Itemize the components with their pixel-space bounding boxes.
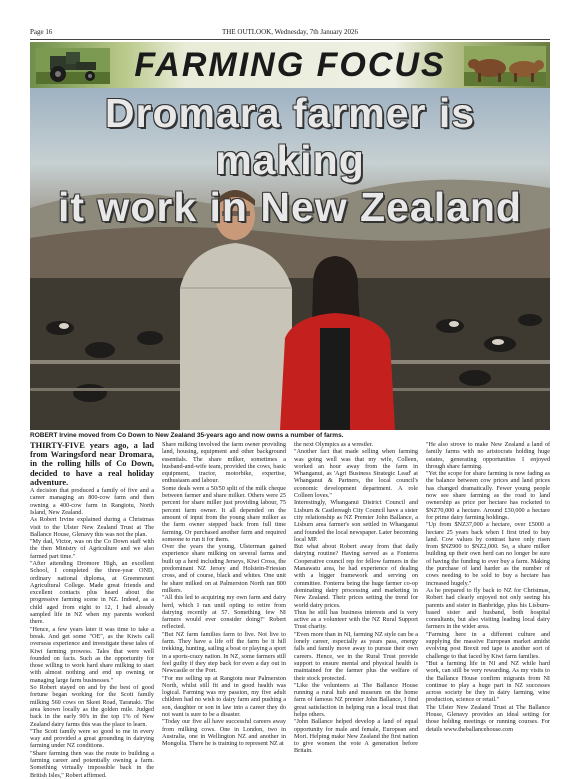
article-paragraph: "The Scott family were so good to me in every way and provided a great grounding in dairying farming under NZ conditions. xyxy=(30,727,154,750)
article-paragraph: Thus he still has business interests and is very active as a volunteer with the NZ Rural Support Trust charity. xyxy=(294,608,418,631)
article-paragraph: But what about Robert away from that daily dairying routine? Having served as a Fonterra Cooperative council rep for fellow farmers in the Manawatu area, he had experience of dealing with a bigger framework and serving on committee. Fonterra being the huge farmer co-op dominating dairy processing and marketing in New Zealand. Their prices setting the trend for world dairy prices. xyxy=(294,543,418,609)
article-paragraph: Over the years the young, Ulsterman gained experience share milking on several farms and built up a herd including Jerseys, Kiwi Cross, the predominant NZ Jersey and Holstein-Friesian cross, and of course, black and whites. One unit he share milked on at Palmerston North ran 800 milkers. xyxy=(162,543,286,594)
article-column-2 xyxy=(162,441,286,748)
article-column-4 xyxy=(426,441,550,731)
banner-title xyxy=(130,47,450,83)
photo-caption: ROBERT Irvine moved from Co Down to New Zealand 35-years ago and now owns a number of farms. xyxy=(30,432,344,439)
article-paragraph: "But NZ farm families farm to live. Not live to farm. They have a life off the farm be it hill trekking, hunting, sailing a boat or playing a sport in a sports-crazy nation. In NZ, some farmers still feel guilty if they step back for even a day out in Newcastle or the Port. xyxy=(162,630,286,675)
article-column-3 xyxy=(294,441,418,755)
article-paragraph: So Robert stayed on and by the best of good fortune began working for the Scott family milking 560 cows on Skeet Road, Taranaki. The area known locally as the golden mile. Judged back in the early 90's in the top 1% of New Zealand dairy farms this was the place to learn. xyxy=(30,684,154,728)
article-paragraph: "After attending Dromore High, an excellent School, I completed the three-year OND, ordinary national diploma, at Greenmount Agricultural College. Made great friends and excellent contacts plus heard about the progressive farming scene in NZ. Indeed, as a child aged from eight to 12, I had already sampled life in NZ when my parents worked there. xyxy=(30,559,154,626)
header-rule xyxy=(30,39,550,40)
banner-word-farming: FARMING xyxy=(134,46,306,84)
page-number: Page 16 xyxy=(30,28,53,36)
page-header xyxy=(30,26,550,38)
article-paragraph: "My dad, Victor, was on the Co Down staff with the then Ministry of Agriculture and we also farmed part time." xyxy=(30,538,154,560)
article-paragraph: "But a farming life in NI and NZ while hard work, can still be very rewarding. As my visits to the Ballance House confirm migrants from NI continue to play a huge part in NZ successes across society be they in dairy farming, wine production, science or retail." xyxy=(426,659,550,704)
article-paragraph: "Like the volunteers at The Ballance House running a rural hub and museum on the home farm of famous NZ premier John Ballance, I find great satisfaction in helping run a local trust that helps others. xyxy=(294,681,418,718)
article-paragraph: As he prepared to fly back to NZ for Christmas, Robert had clearly enjoyed not only seeing his parents and sister in Banbridge, plus his Lisburn-based sister and husband, both hospital consultants, but also visiting leading local dairy farmers in the wider area. xyxy=(426,586,550,631)
banner-word-focus: FOCUS xyxy=(316,46,446,84)
article-paragraph: "Today our five all have successful careers away from milking cows. One in London, two in Australia, one in Wellington NZ and another in Mongolia. There he is training to represent NZ at xyxy=(162,718,286,748)
article-paragraph: "Another fact that made selling when farming was going well was that my wife, Colleen, worked an hour away from the farm in Whanganui, as 'Agri Business Strategic Lead' at Whanganui & Partners, the local council's economic development department. A role Colleen loves." xyxy=(294,448,418,500)
article-paragraph: the next Olympics as a wrestler. xyxy=(294,441,374,448)
headline-line-2: it work in New Zealand xyxy=(58,184,522,230)
article-paragraph: THIRTY-FIVE years ago, a lad from Waringsford near Dromara, in the rolling hills of Co Down, decided to have a real holiday adventure. xyxy=(30,441,154,487)
article-paragraph: "John Ballance helped develop a land of equal opportunity for male and female, European and Mori. Helping make New Zealand the first nation to give women the vote A generation before Britain. xyxy=(294,718,418,755)
article-paragraph: "All this led to acquiring my own farm and dairy herd, which I ran until opting to retire from dairying recently at 57. Something few NI farmers would ever consider doing!" Robert reflected. xyxy=(162,594,286,631)
article-paragraph: "Farming here in a different culture and supplying the massive European market amidst evolving post Brexit red tape is another sort of challenge to that faced by Kiwi farm families. xyxy=(426,630,550,660)
article-paragraph: "He also strove to make New Zealand a land of family farms with no aristocrats holding huge estates, generating opportunities I enjoyed through share farming. xyxy=(426,441,550,470)
feature-photo xyxy=(30,88,550,430)
article-paragraph: Some deals were a 50/50 split of the milk cheque between farmer and share milker. Others were 25 percent for share miller just providing labour, 75 percent farm owner. It all depended on the amount of input from the young share milker as the farm owner stepped back from full time farming. Or purchased another farm and required someone to run it for them. xyxy=(162,484,286,543)
article-paragraph: "Hence, a few years later it was time to take a break. And get some "OE", as the Kiwis call overseas experience and investigate these tales of Kiwi farming prowess. Tales that were well founded on facts. Such as the opportunity for those willing to work hard share milking to start with almost nothing and end up owning or managing large farm businesses." xyxy=(30,625,154,684)
farming-focus-banner xyxy=(30,42,550,88)
article-headline xyxy=(40,90,540,231)
article-paragraph: "Even more than in NI, farming NZ style can be a lonely career, especially as years pass, energy falls and family move away to pursue their own careers. Hence, we in the Rural Trust provide support to ensure mental and physical health is maintained for the farmer plus the welfare of their stock protected. xyxy=(294,630,418,682)
article-paragraph: "Yet the scope for share farming is now fading as the balance between cow prices and land prices has changed dramatically. Fewer young people now see share farming as the road to land ownership as price per hectare has rocketed to $NZ70,000 a hectare. Around £30,000 a hectare for prime dairy farming holdings. xyxy=(426,470,550,521)
article-paragraph: "Share farming then was the route to building a farming career and potentially owning a farm. Something virtually impossible back in the British Isles," Robert affirmed. xyxy=(30,749,154,779)
headline-line-1: Dromara farmer is making xyxy=(104,90,476,183)
article-paragraph: "Up from $NZ37,000 a hectare, over £5000 a hectare 25 years back when I first tried to buy land. Cow values by contrast have only risen from $NZ900 to $NZ2,000. So, a share milker building up their own herd can no longer be sure of having the funding to ever buy a farm. Making the purchase of land harder as the number of cows needing to be sold to buy a hectare has increased hugely." xyxy=(426,521,550,587)
article-paragraph: Share milking involved the farm owner providing land, housing, equipment and other background essentials. The share milker, sometimes a husband-and-wife team, provided the cows, basic equipment, tractor, motorbike, expertise, enthusiasm and labour. xyxy=(162,441,286,485)
article-column-1 xyxy=(30,441,154,779)
article-paragraph: Interestingly, Whanganui District Council and Lisburn & Castlereagh City Council have a sister city relationship as NZ Premier John Ballance, a Lisburn area farmer's son settled in Whanganui and founded the local newspaper. Later becoming local MP. xyxy=(294,499,418,543)
masthead-line: THE OUTLOOK, Wednesday, 7th January 2026 xyxy=(222,28,358,36)
cows-image xyxy=(464,46,546,86)
article-paragraph: As Robert Irvine explained during a Christmas visit to the Ulster New Zealand Trust at The Ballance House, Glenavy this was not the plan. xyxy=(30,516,154,538)
tractor-image xyxy=(36,48,110,84)
article-body xyxy=(30,441,550,779)
article-paragraph: The Ulster New Zealand Trust at The Ballance House, Glenavy provides an ideal setting for those holding meetings or running courses. For details www.theballancehouse.com xyxy=(426,703,550,733)
article-paragraph: A decision that produced a family of five and a career managing an 800-cow farm and then owning a 400-cow farm in Rangiotu, North Island, New Zealand. xyxy=(30,487,154,516)
article-paragraph: "For me selling up at Rangiotu near Palmerston North, whilst still fit and in good health was logical. Farming was my passion, my five adult children had no wish to dairy farm and pushing a son, daughter or son in law into a career they do not want is sure to be a disaster. xyxy=(162,674,286,718)
